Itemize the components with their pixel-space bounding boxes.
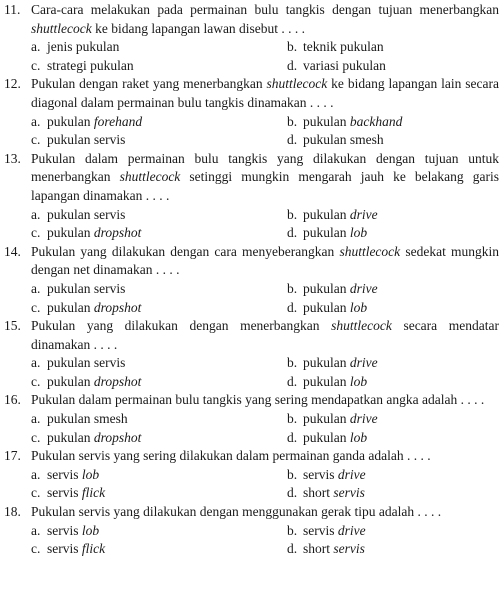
option-letter: c. <box>31 57 41 73</box>
italic-term: shuttlecock <box>339 243 401 259</box>
option-letter: a. <box>31 411 41 427</box>
italic-term: servis <box>333 485 365 501</box>
answer-option <box>287 484 499 503</box>
option-letter: b. <box>287 206 298 222</box>
answer-option <box>31 429 287 448</box>
answer-option <box>287 280 499 299</box>
question-text <box>31 503 499 522</box>
option-text: pukulan <box>303 206 350 222</box>
option-text: pukulan servis <box>47 355 126 371</box>
option-letter: c. <box>31 132 41 148</box>
option-letter: d. <box>287 57 298 73</box>
option-letter: c. <box>31 373 41 389</box>
question-text-segment: Pukulan dalam permainan bulu tangkis yang sering mendapatkan angka adalah . . . . <box>31 392 485 408</box>
question-text-segment: Pukulan servis yang sering dilakukan dalam permainan ganda adalah . . . . <box>31 448 431 464</box>
option-letter: c. <box>31 485 41 501</box>
italic-term: drive <box>337 466 366 482</box>
answer-option <box>287 299 499 318</box>
answer-option <box>287 466 499 485</box>
option-letter: b. <box>287 411 298 427</box>
answer-option <box>287 373 499 392</box>
answer-option <box>287 540 499 559</box>
option-text: pukulan smesh <box>303 132 384 148</box>
answer-option <box>31 484 287 503</box>
question-item <box>4 447 499 503</box>
option-text: short <box>303 485 334 501</box>
option-text: pukulan <box>47 429 94 445</box>
italic-term: lob <box>349 429 368 445</box>
question-text <box>31 447 499 466</box>
option-text: pukulan <box>303 429 350 445</box>
question-item <box>4 150 499 243</box>
option-letter: b. <box>287 522 298 538</box>
question-item <box>4 317 499 391</box>
option-text: short <box>303 541 334 557</box>
option-letter: b. <box>287 466 298 482</box>
answer-options <box>4 410 499 447</box>
option-text: servis <box>47 541 82 557</box>
question-text-segment: Pukulan yang dilakukan dengan menerbangkan <box>31 318 332 334</box>
option-text: servis <box>47 485 82 501</box>
option-letter: a. <box>31 206 41 222</box>
italic-term: dropshot <box>93 299 142 315</box>
italic-term: lob <box>81 466 100 482</box>
option-letter: c. <box>31 299 41 315</box>
option-text: variasi pukulan <box>303 57 386 73</box>
option-text: servis <box>47 466 82 482</box>
italic-term: dropshot <box>93 429 142 445</box>
option-text: pukulan <box>303 373 350 389</box>
answer-option <box>287 38 499 57</box>
question-text <box>31 1 499 38</box>
option-letter: b. <box>287 355 298 371</box>
option-letter: d. <box>287 373 298 389</box>
option-text: pukulan <box>303 280 350 296</box>
option-letter: c. <box>31 429 41 445</box>
question-text-segment: sedekat mungkin dengan net dinamakan . . . . <box>31 243 500 278</box>
italic-term: shuttlecock <box>119 169 181 185</box>
option-letter: b. <box>287 39 298 55</box>
option-text: servis <box>303 522 338 538</box>
answer-option <box>31 410 287 429</box>
question-number: 17. <box>4 448 21 464</box>
question-text-segment: setinggi mungkin mengarah jauh ke belakang garis lapangan dinamakan . . . . <box>31 169 499 203</box>
answer-option <box>31 522 287 541</box>
option-letter: a. <box>31 355 41 371</box>
question-row <box>4 447 499 466</box>
question-text <box>31 391 499 410</box>
option-letter: d. <box>287 299 298 315</box>
option-letter: d. <box>287 485 298 501</box>
answer-option <box>31 540 287 559</box>
italic-term: shuttlecock <box>31 20 92 36</box>
answer-option <box>31 57 287 76</box>
question-row <box>4 391 499 410</box>
answer-option <box>31 131 287 150</box>
answer-option <box>31 38 287 57</box>
option-letter: a. <box>31 113 41 129</box>
question-row <box>4 317 499 354</box>
italic-term: lob <box>349 225 368 241</box>
question-text-segment: Pukulan dengan raket yang menerbangkan <box>31 76 267 92</box>
italic-term: drive <box>349 206 378 222</box>
question-text <box>31 75 499 112</box>
italic-term: flick <box>81 541 106 557</box>
answer-option <box>31 299 287 318</box>
answer-options <box>4 466 499 503</box>
italic-term: shuttlecock <box>266 76 328 92</box>
option-letter: a. <box>31 280 41 296</box>
answer-option <box>31 206 287 225</box>
answer-option <box>287 131 499 150</box>
question-text-segment: ke bidang lapangan lain secara diagonal dalam permainan bulu tangkis dinamakan . . . . <box>31 76 500 110</box>
question-number: 15. <box>4 318 21 334</box>
answer-option <box>31 280 287 299</box>
option-letter: d. <box>287 132 298 148</box>
question-number: 14. <box>4 243 21 259</box>
answer-option <box>287 113 499 132</box>
answer-option <box>287 206 499 225</box>
question-item <box>4 243 499 317</box>
question-item <box>4 75 499 149</box>
italic-term: drive <box>337 522 366 538</box>
option-letter: a. <box>31 522 41 538</box>
question-text <box>31 150 499 206</box>
answer-option <box>287 57 499 76</box>
question-number: 13. <box>4 150 21 166</box>
question-text-segment: Cara-cara melakukan pada permainan bulu tangkis dengan tujuan menerbangkan <box>31 2 499 17</box>
option-letter: d. <box>287 541 298 557</box>
answer-option <box>31 373 287 392</box>
question-list <box>4 1 499 559</box>
italic-term: dropshot <box>93 225 142 241</box>
answer-options <box>4 38 499 75</box>
option-letter: a. <box>31 466 41 482</box>
question-row <box>4 1 499 38</box>
question-number: 11. <box>4 2 21 17</box>
answer-option <box>287 522 499 541</box>
italic-term: dropshot <box>93 373 142 389</box>
question-number: 12. <box>4 76 21 92</box>
option-text: pukulan <box>303 113 350 129</box>
italic-term: forehand <box>93 113 143 129</box>
option-text: pukulan <box>47 373 94 389</box>
option-text: servis <box>303 466 338 482</box>
option-text: pukulan <box>303 225 350 241</box>
italic-term: lob <box>81 522 100 538</box>
question-item <box>4 391 499 447</box>
option-letter: b. <box>287 280 298 296</box>
italic-term: shuttlecock <box>331 318 392 334</box>
option-text: pukulan <box>47 299 94 315</box>
answer-options <box>4 206 499 243</box>
option-text: pukulan servis <box>47 132 126 148</box>
answer-options <box>4 522 499 559</box>
answer-option <box>287 224 499 243</box>
answer-option <box>287 410 499 429</box>
option-letter: c. <box>31 541 41 557</box>
option-text: strategi pukulan <box>47 57 134 73</box>
italic-term: drive <box>349 411 378 427</box>
option-letter: c. <box>31 225 41 241</box>
option-text: pukulan <box>303 411 350 427</box>
italic-term: flick <box>81 485 106 501</box>
question-row <box>4 503 499 522</box>
option-text: jenis pukulan <box>47 39 120 55</box>
option-text: pukulan servis <box>47 280 126 296</box>
question-number: 16. <box>4 392 21 408</box>
question-text-segment: Pukulan servis yang dilakukan dengan menggunakan gerak tipu adalah . . . . <box>31 504 442 520</box>
question-number: 18. <box>4 504 21 520</box>
option-text: pukulan servis <box>47 206 126 222</box>
question-text-segment: Pukulan yang dilakukan dengan cara menyeberangkan <box>31 243 340 259</box>
italic-term: drive <box>349 280 378 296</box>
question-text-segment: Pukulan dalam permainan bulu tangkis yang dilakukan dengan tujuan untuk menerbangkan <box>31 150 499 185</box>
question-item <box>4 1 499 75</box>
option-letter: a. <box>31 39 41 55</box>
answer-options <box>4 354 499 391</box>
answer-option <box>31 354 287 373</box>
italic-term: backhand <box>349 113 403 129</box>
answer-options <box>4 280 499 317</box>
italic-term: servis <box>333 541 365 557</box>
answer-option <box>31 113 287 132</box>
option-text: pukulan <box>47 225 94 241</box>
question-text-segment: secara mendatar dinamakan . . . . <box>31 318 499 352</box>
question-text <box>31 243 499 280</box>
option-text: pukulan smesh <box>47 411 128 427</box>
option-letter: d. <box>287 225 298 241</box>
question-text <box>31 317 499 354</box>
answer-option <box>287 429 499 448</box>
italic-term: lob <box>349 373 368 389</box>
option-text: servis <box>47 522 82 538</box>
answer-option <box>287 354 499 373</box>
option-text: pukulan <box>303 355 350 371</box>
question-row <box>4 75 499 112</box>
option-text: pukulan <box>47 113 94 129</box>
option-text: pukulan <box>303 299 350 315</box>
italic-term: drive <box>349 355 378 371</box>
option-letter: b. <box>287 113 298 129</box>
answer-options <box>4 113 499 150</box>
question-text-segment: ke bidang lapangan lawan disebut . . . . <box>91 20 306 36</box>
italic-term: lob <box>349 299 368 315</box>
question-row <box>4 243 499 280</box>
answer-option <box>31 466 287 485</box>
option-text: teknik pukulan <box>303 39 384 55</box>
question-item <box>4 503 499 559</box>
question-row <box>4 150 499 206</box>
answer-option <box>31 224 287 243</box>
option-letter: d. <box>287 429 298 445</box>
